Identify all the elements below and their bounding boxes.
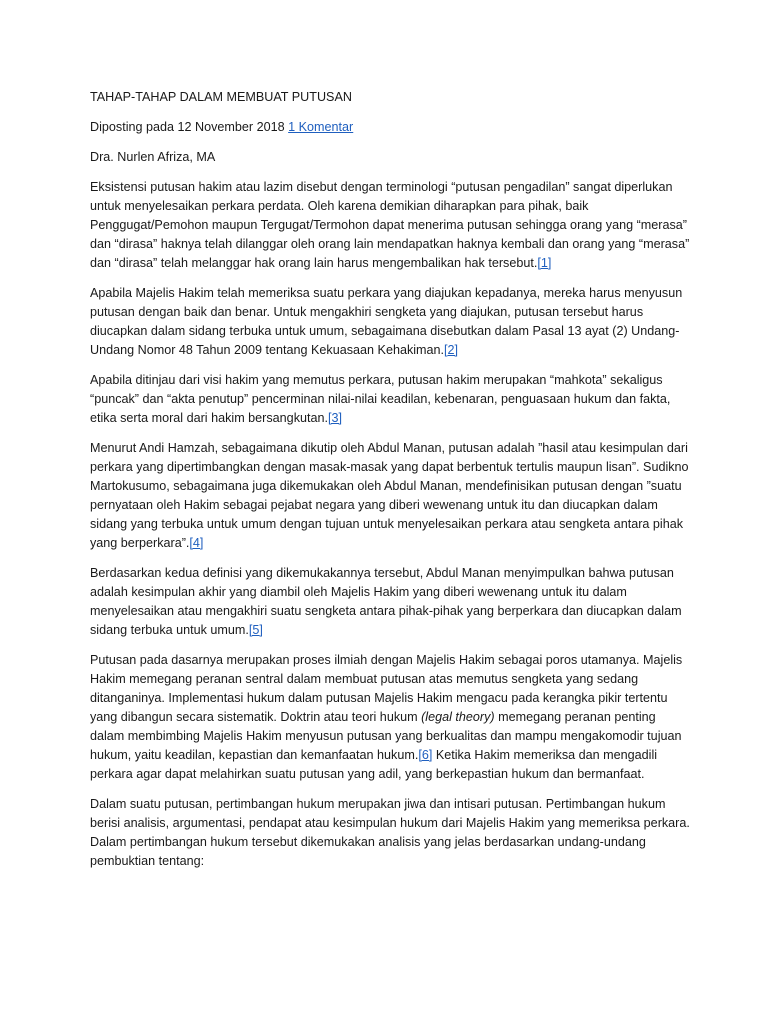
italic-term: (legal theory) (421, 710, 495, 724)
footnote-link[interactable]: [1] (537, 256, 552, 270)
paragraph (90, 795, 690, 871)
paragraph-text: Eksistensi putusan hakim atau lazim disebut dengan terminologi “putusan pengadilan” sangat diperlukan untuk menyelesaikan perkara perdata. Oleh karena demikian diharapkan para pihak, baik Penggugat/Pemohon maupun Tergugat/Termohon dapat menerima putusan sehingga orang yang “merasa” dan “dirasa” haknya telah dilanggar oleh orang lain mendapatkan haknya kembali dan orang yang “merasa” dan “dirasa” telah melanggar hak orang lain harus mengembalikan hak tersebut. (90, 180, 690, 270)
paragraph (90, 178, 690, 273)
author-name: Dra. Nurlen Afriza, MA (90, 150, 216, 164)
footnote-link[interactable]: [2] (444, 343, 459, 357)
paragraph (90, 371, 690, 428)
posted-date: Diposting pada 12 November 2018 (90, 120, 289, 134)
paragraph (90, 439, 690, 553)
paragraph-text: Ketika Hakim memeriksa dan mengadili perkara agar dapat melahirkan suatu putusan yang adil, yang berkepastian hukum dan bermanfaat. (90, 748, 658, 781)
paragraph (90, 564, 690, 640)
paragraph-text: Menurut Andi Hamzah, sebagaimana dikutip oleh Abdul Manan, putusan adalah ”hasil atau kesimpulan dari perkara yang dipertimbangkan dengan masak-masak yang dapat berbentuk tertulis maupun lisan”. Sudikno Martokusumo, sebagaimana juga dikemukakan oleh Abdul Manan, mendefinisikan putusan dengan ”suatu pernyataan oleh Hakim sebagai pejabat negara yang diberi wewenang untuk itu dan diucapkan dalam sidang yang terbuka untuk umum dengan tujuan untuk menyelesaikan perkara atau sengketa antara pihak yang berperkara”. (90, 441, 689, 550)
paragraph-text: Berdasarkan kedua definisi yang dikemukakannya tersebut, Abdul Manan menyimpulkan bahwa putusan adalah kesimpulan akhir yang diambil oleh Majelis Hakim yang diberi wewenang untuk itu dalam menyelesaikan atau mengakhiri suatu sengketa antara pihak-pihak yang berperkara dan diucapkan dalam sidang terbuka untuk umum. (90, 566, 682, 637)
document-title: TAHAP-TAHAP DALAM MEMBUAT PUTUSAN (90, 90, 352, 104)
comments-link[interactable]: 1 Komentar (288, 120, 354, 134)
footnote-link[interactable]: [5] (248, 623, 263, 637)
paragraph-text: Apabila ditinjau dari visi hakim yang memutus perkara, putusan hakim merupakan “mahkota” sekaligus “puncak” dan “akta penutup” pencerminan nilai-nilai keadilan, kebenaran, penguasaan hukum dan fakta, etika serta moral dari hakim bersangkutan. (90, 373, 671, 425)
paragraph (90, 284, 690, 360)
paragraph-text: Dalam suatu putusan, pertimbangan hukum merupakan jiwa dan intisari putusan. Pertimbangan hukum berisi analisis, argumentasi, pendapat atau kesimpulan hukum dari Majelis Hakim yang memeriksa perkara. Dalam pertimbangan hukum tersebut dikemukakan analisis yang jelas berdasarkan undang-undang pembuktian tentang: (90, 797, 690, 868)
footnote-link[interactable]: [6] (418, 748, 433, 762)
footnote-link[interactable]: [4] (189, 536, 204, 550)
paragraph (90, 651, 690, 784)
paragraph-text: Apabila Majelis Hakim telah memeriksa suatu perkara yang diajukan kepadanya, mereka harus menyusun putusan dengan baik dan benar. Untuk mengakhiri sengketa yang diajukan, putusan tersebut harus diucapkan dalam sidang terbuka untuk umum, sebagaimana disebutkan dalam Pasal 13 ayat (2) Undang-Undang Nomor 48 Tahun 2009 tentang Kekuasaan Kehakiman. (90, 286, 683, 357)
footnote-link[interactable]: [3] (328, 411, 343, 425)
post-meta (90, 118, 690, 137)
document-page (90, 88, 690, 882)
paragraph-text: Putusan pada dasarnya merupakan proses ilmiah dengan Majelis Hakim sebagai poros utamanya. Majelis Hakim memegang peranan sentral dalam membuat putusan atas memutus sengketa yang sedang ditanganinya. Implementasi hukum dalam putusan Majelis Hakim mengacu pada kerangka pikir tertentu yang dibangun secara sistematik. Doktrin atau teori hukum (90, 653, 683, 724)
paragraph-text: memegang peranan penting dalam membimbing Majelis Hakim menyusun putusan yang berkualitas dan mampu mengakomodir tujuan hukum, yaitu keadilan, kepastian dan kemanfaatan hukum. (90, 710, 682, 762)
